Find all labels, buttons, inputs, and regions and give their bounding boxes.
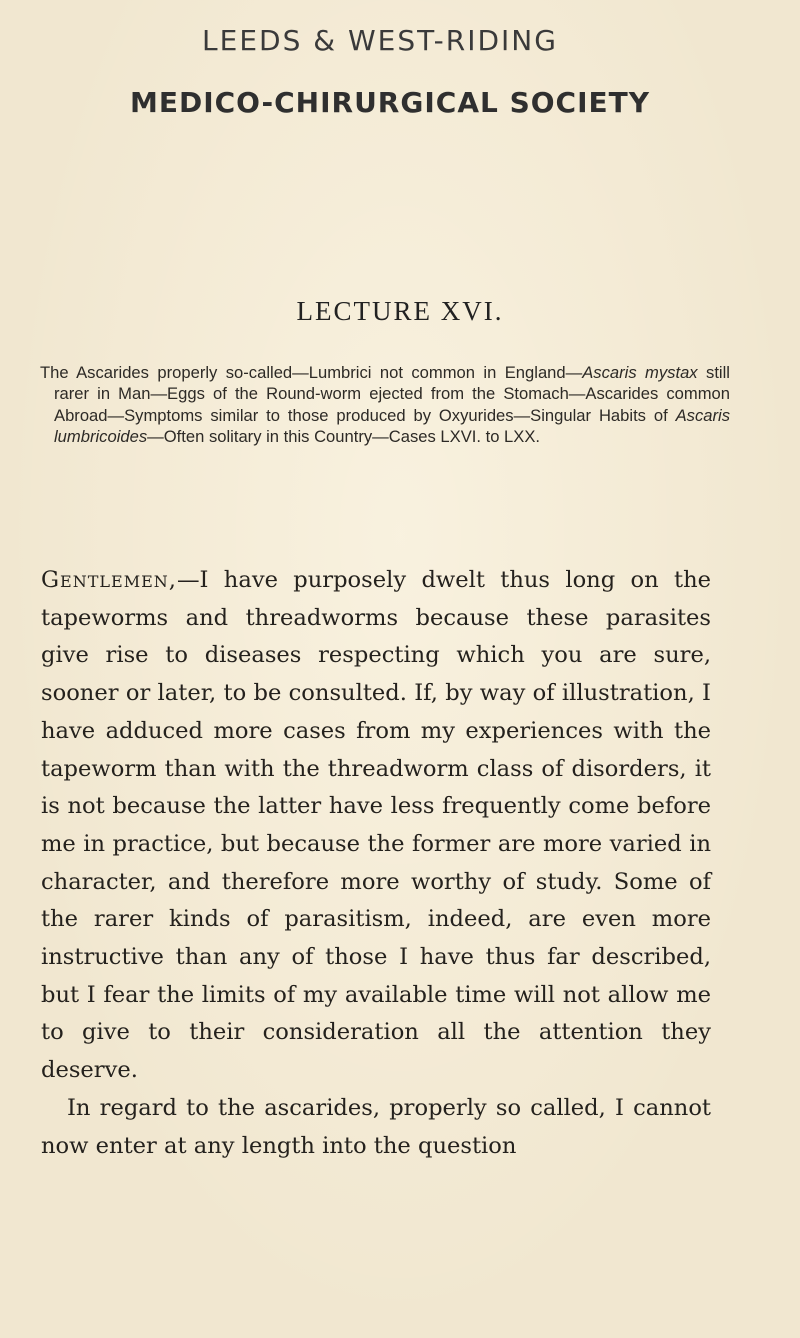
- body-paragraph-1: [41, 562, 711, 1090]
- summary-text-1: The Ascarides properly so-called—Lumbrici not common in England—: [40, 363, 583, 382]
- library-stamp-line2: MEDICO-CHIRURGICAL SOCIETY: [129, 86, 651, 119]
- summary-italic-2: Ascaris lumbricoides: [54, 405, 730, 447]
- summary-text-3: —Often solitary in this Country—Cases LXVI. to LXX.: [147, 427, 541, 447]
- summary-italic-1: Ascaris mystax: [582, 363, 698, 382]
- summary-text-2: still rarer in Man—Eggs of the Round-worm ejected from the Stomach—Ascarides common Abroad—Symptoms similar to those produced by Oxyurides—Singular Habits of: [54, 363, 730, 425]
- lecture-title: LECTURE XVI.: [296, 296, 504, 326]
- body-paragraph-2: In regard to the ascarides, properly so called, I cannot now enter at any length into the question: [41, 1094, 711, 1159]
- library-stamp-line1: LEEDS & WEST-RIDING: [202, 24, 558, 57]
- lecture-summary: [40, 362, 730, 448]
- lecture-body: [41, 562, 711, 1165]
- body-paragraph-1-text: —I have purposely dwelt thus long on the tapeworms and threadworms because these parasites give rise to diseases respecting which you are sure, sooner or later, to be consulted. If, by way of illustration, I have adduced more cases from my experiences with the tapeworm than with the threadworm class of disorders, it is not because the latter have less frequently come before me in practice, but because the former are more varied in character, and therefore more worthy of study. Some of the rarer kinds of parasitism, indeed, are even more instructive than any of those I have thus far described, but I fear the limits of my available time will not allow me to give to their consideration all the attention they deserve.: [41, 567, 711, 1084]
- salutation: Gentlemen,: [41, 567, 177, 593]
